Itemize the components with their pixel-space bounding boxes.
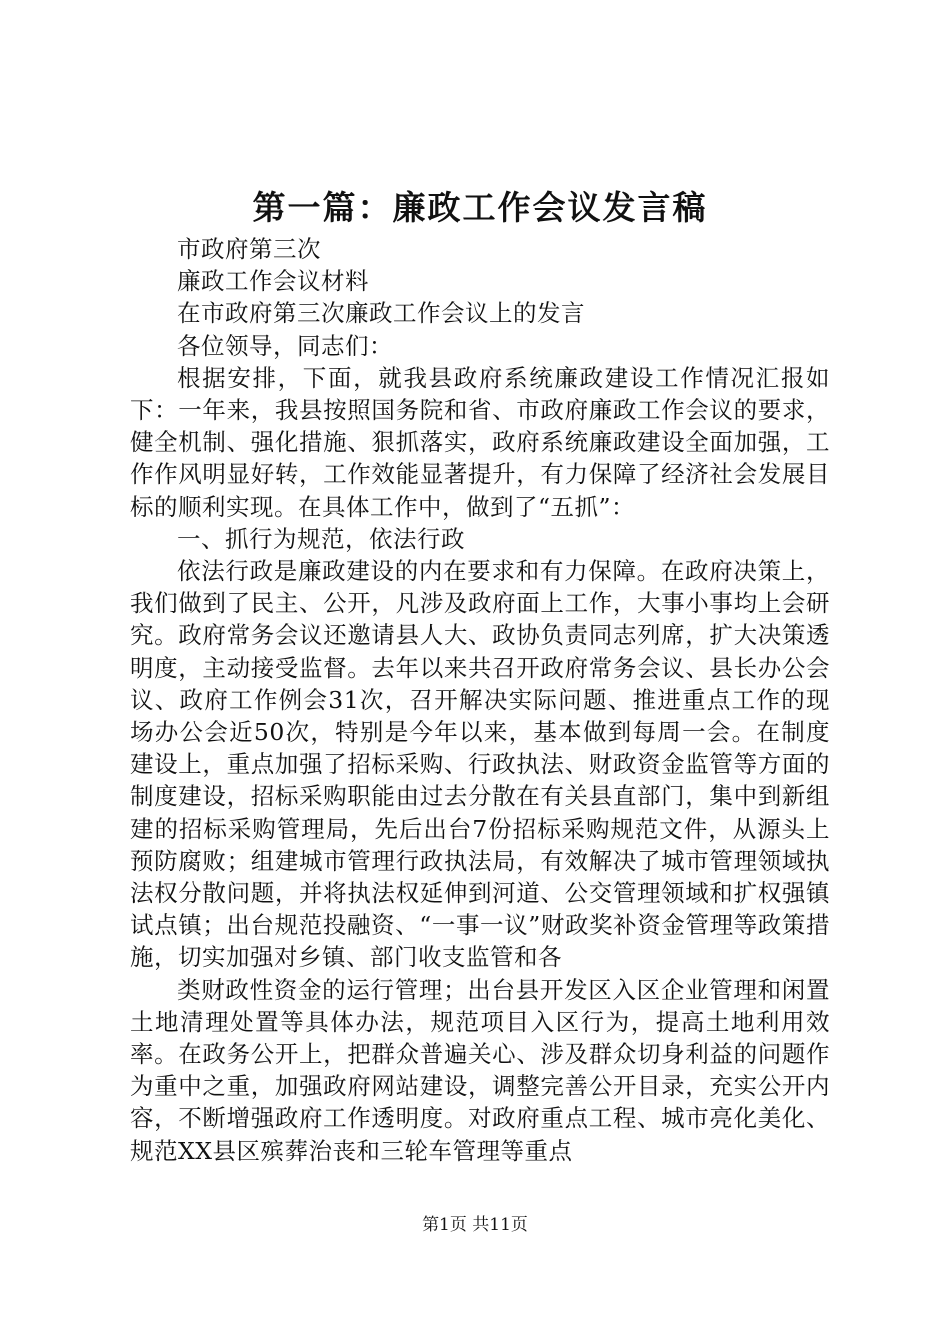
paragraph: 廉政工作会议材料 — [177, 267, 369, 296]
paragraph: 依法行政是廉政建设的内在要求和有力保障。在政府决策上，我们做到了民主、公开，凡涉及政府面上工作，大事小事均上会研究。政府常务会议还邀请县人大、政协负责同志列席，扩大决策透明度，主动接受监督。去年以来共召开政府常务会议、县长办公会议、政府工作例会31次，召开解决实际问题、推进重点工作的现场办公会近50次，特别是今年以来，基本做到每周一会。在制度建设上，重点加强了招标采购、行政执法、财政资金监管等方面的制度建设，招标采购职能由过去分散在有关县直部门，集中到新组建的招标采购管理局，先后出台7份招标采购规范文件，从源头上预防腐败；组建城市管理行政执法局，有效解决了城市管理领域执法权分散问题，并将执法权延伸到河道、公交管理领域和扩权强镇试点镇；出台规范投融资、“一事一议”财政奖补资金管理等政策措施，切实加强对乡镇、部门收支监管和各 — [130, 557, 830, 972]
paragraph: 根据安排，下面，就我县政府系统廉政建设工作情况汇报如下：一年来，我县按照国务院和省、市政府廉政工作会议的要求，健全机制、强化措施、狠抓落实，政府系统廉政建设全面加强，工作作风明显好转，工作效能显著提升，有力保障了经济社会发展目标的顺利实现。在具体工作中，做到了“五抓”： — [130, 363, 830, 521]
paragraph: 在市政府第三次廉政工作会议上的发言 — [177, 299, 585, 328]
paragraph: 各位领导，同志们： — [177, 331, 393, 360]
section-heading: 一、抓行为规范，依法行政 — [177, 524, 465, 553]
document-body — [130, 233, 830, 1167]
paragraph: 市政府第三次 — [177, 235, 321, 263]
page-footer: 第1页 共11页 — [422, 1215, 528, 1235]
document-title: 第一篇：廉政工作会议发言稿 — [252, 188, 708, 227]
paragraph: 类财政性资金的运行管理；出台县开发区入区企业管理和闲置土地清理处置等具体办法，规范项目入区行为，提高土地利用效率。在政务公开上，把群众普遍关心、涉及群众切身利益的问题作为重中之重，加强政府网站建设，调整完善公开目录，充实公开内容，不断增强政府工作透明度。对政府重点工程、城市亮化美化、规范XX县区殡葬治丧和三轮车管理等重点 — [130, 975, 830, 1165]
